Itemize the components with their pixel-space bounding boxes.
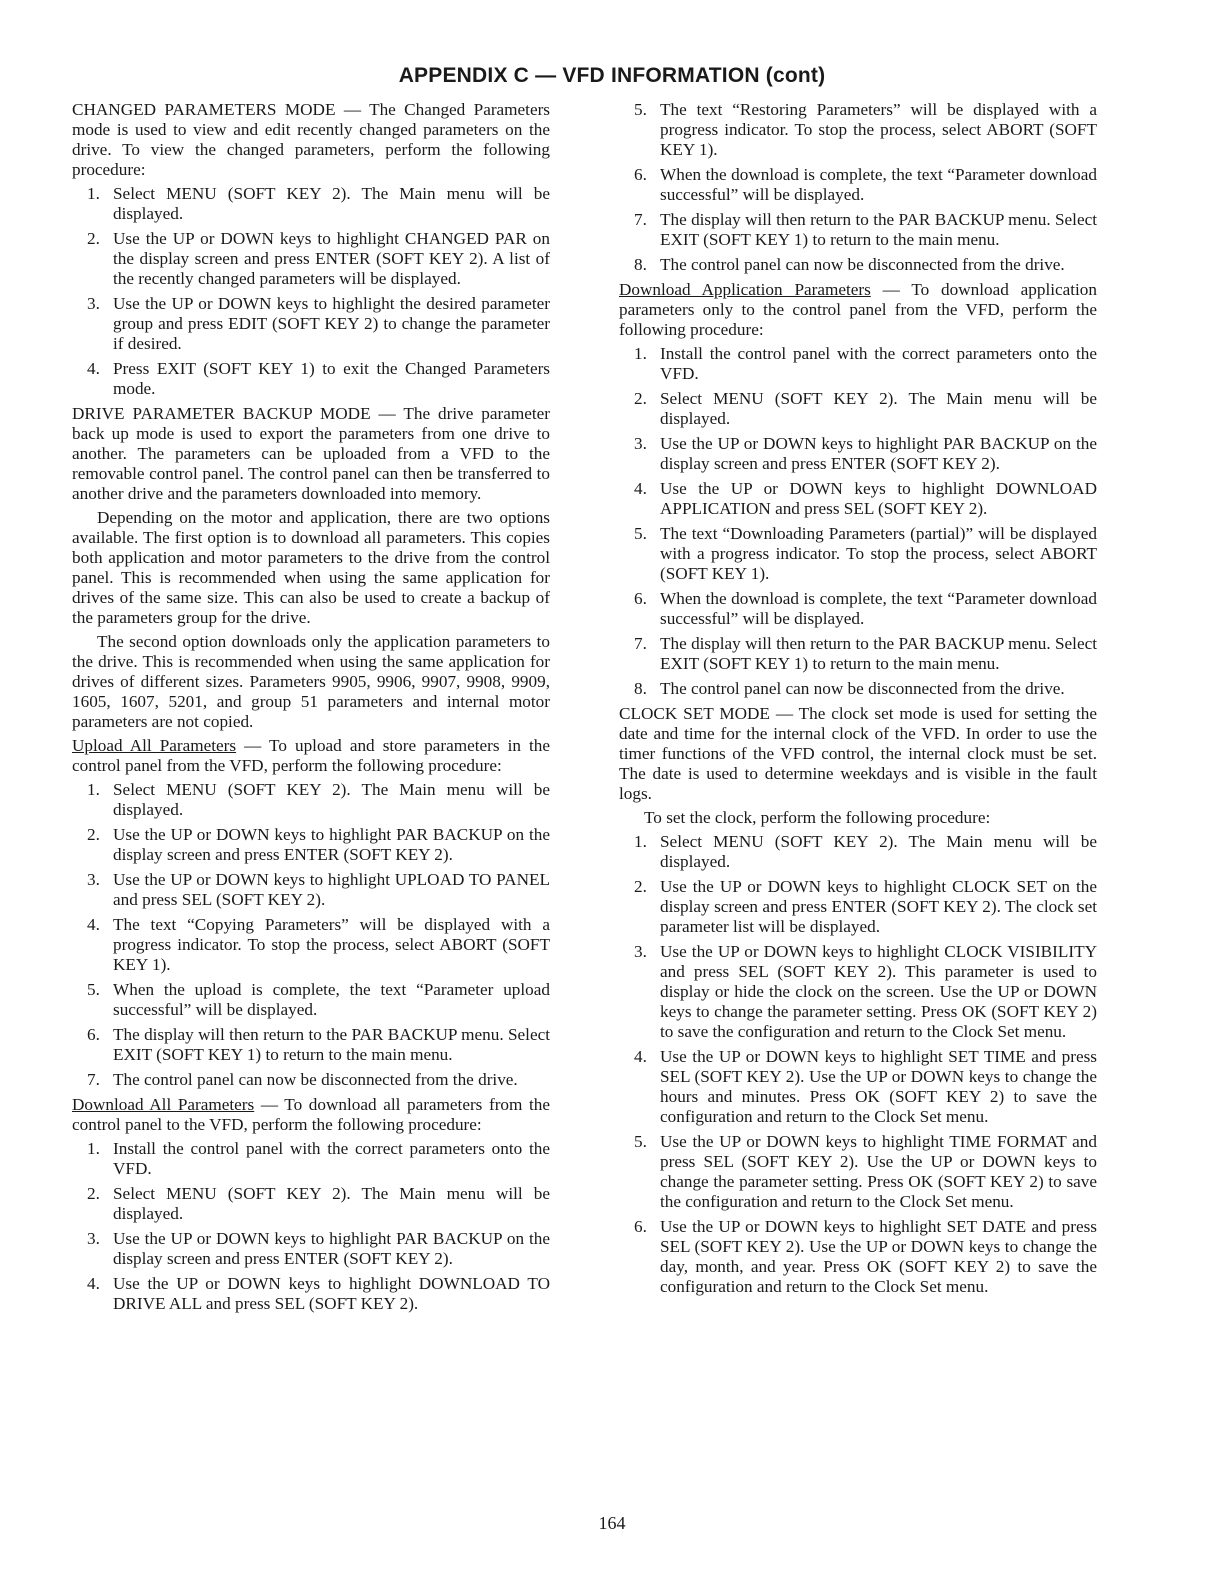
list-item: 2. Select MENU (SOFT KEY 2). The Main menu will be displayed. (634, 389, 1097, 428)
list-item: 3. Use the UP or DOWN keys to highlight CLOCK VISIBILITY and press SEL (SOFT KEY 2). This parameter is used to display or hide the clock on the screen. Use the UP or DOWN keys to change the parameter setting. Press OK (SOFT KEY 2) to save the configuration and return to the Clock Set menu. (634, 942, 1097, 1041)
backup-second-option-paragraph: The second option downloads only the application parameters to the drive. This is recommended when using the same application for drives of different sizes. Parameters 9905, 9906, 9907, 9908, 9909, 1605, 1607, 5201, and group 51 parameters and internal motor parameters are not copied. (72, 632, 550, 731)
list-item: 8. The control panel can now be disconnected from the drive. (634, 255, 1065, 274)
download-all-steps-continued (619, 100, 1097, 275)
list-item: 2. Use the UP or DOWN keys to highlight CLOCK SET on the display screen and press ENTER (SOFT KEY 2). The clock set parameter list will be displayed. (634, 877, 1097, 936)
list-item: 6. Use the UP or DOWN keys to highlight SET DATE and press SEL (SOFT KEY 2). Use the UP or DOWN keys to change the day, month, and year. Press OK (SOFT KEY 2) to save the configuration and return to the Clock Set menu. (634, 1217, 1097, 1296)
subsection-heading: Download All Parameters (72, 1095, 255, 1114)
list-item: 1. Select MENU (SOFT KEY 2). The Main menu will be displayed. (634, 832, 1097, 871)
list-item: 5. The text “Restoring Parameters” will be displayed with a progress indicator. To stop the process, select ABORT (SOFT KEY 1). (634, 100, 1097, 159)
list-item: 4. Press EXIT (SOFT KEY 1) to exit the Changed Parameters mode. (87, 359, 550, 398)
list-item: 3. Use the UP or DOWN keys to highlight PAR BACKUP on the display screen and press ENTER (SOFT KEY 2). (634, 434, 1097, 473)
list-item: 5. When the upload is complete, the text “Parameter upload successful” will be displayed. (87, 980, 550, 1019)
subsection-heading: Download Application Parameters (619, 280, 871, 299)
clock-set-intro: CLOCK SET MODE — The clock set mode is used for setting the date and time for the internal clock of the VFD. In order to use the timer functions of the VFD control, the internal clock must be set. The date is used to determine weekdays and is visible in the fault logs. (619, 704, 1097, 803)
list-item: 1. Install the control panel with the correct parameters onto the VFD. (634, 344, 1097, 383)
list-item: 2. Use the UP or DOWN keys to highlight CHANGED PAR on the display screen and press ENTER (SOFT KEY 2). A list of the recently changed parameters will be displayed. (87, 229, 550, 288)
right-column (619, 100, 1097, 1302)
list-item: 2. Select MENU (SOFT KEY 2). The Main menu will be displayed. (87, 1184, 550, 1223)
list-item: 4. Use the UP or DOWN keys to highlight SET TIME and press SEL (SOFT KEY 2). Use the UP or DOWN keys to change the hours and minutes. Press OK (SOFT KEY 2) to save the configuration and return to the Clock Set menu. (634, 1047, 1097, 1126)
list-item: 4. Use the UP or DOWN keys to highlight DOWNLOAD APPLICATION and press SEL (SOFT KEY 2). (634, 479, 1097, 518)
changed-params-intro: CHANGED PARAMETERS MODE — The Changed Parameters mode is used to view and edit recently changed parameters on the drive. To view the changed parameters, perform the following procedure: (72, 100, 550, 179)
page-title: APPENDIX C — VFD INFORMATION (cont) (398, 64, 826, 87)
upload-all-intro: Upload All Parameters — To upload and store parameters in the control panel from the VFD, perform the following procedure: (72, 736, 551, 775)
list-item: 7. The display will then return to the PAR BACKUP menu. Select EXIT (SOFT KEY 1) to return to the main menu. (634, 210, 1097, 249)
list-item: 1. Select MENU (SOFT KEY 2). The Main menu will be displayed. (87, 184, 550, 223)
list-item: 7. The control panel can now be disconnected from the drive. (87, 1070, 518, 1089)
list-item: 1. Install the control panel with the correct parameters onto the VFD. (87, 1139, 550, 1178)
list-item: 6. When the download is complete, the text “Parameter download successful” will be displayed. (634, 589, 1097, 628)
list-item: 8. The control panel can now be disconnected from the drive. (634, 679, 1065, 698)
clock-set-lead: To set the clock, perform the following procedure: (644, 808, 991, 827)
list-item: 2. Use the UP or DOWN keys to highlight PAR BACKUP on the display screen and press ENTER (SOFT KEY 2). (87, 825, 550, 864)
section-heading: CHANGED PARAMETERS MODE (72, 100, 336, 119)
list-item: 6. When the download is complete, the text “Parameter download successful” will be displayed. (634, 165, 1097, 204)
section-heading: DRIVE PARAMETER BACKUP MODE (72, 404, 371, 423)
list-item: 4. Use the UP or DOWN keys to highlight DOWNLOAD TO DRIVE ALL and press SEL (SOFT KEY 2). (87, 1274, 550, 1313)
backup-mode-intro: DRIVE PARAMETER BACKUP MODE — The drive parameter back up mode is used to export the parameters from one drive to another. The parameters can be uploaded from a VFD to the removable control panel. The control panel can then be transferred to another drive and the parameters downloaded into memory. (72, 404, 550, 503)
list-item: 6. The display will then return to the PAR BACKUP menu. Select EXIT (SOFT KEY 1) to return to the main menu. (87, 1025, 550, 1064)
list-item: 4. The text “Copying Parameters” will be displayed with a progress indicator. To stop the process, select ABORT (SOFT KEY 1). (87, 915, 550, 974)
list-item: 3. Use the UP or DOWN keys to highlight the desired parameter group and press EDIT (SOFT KEY 2) to change the parameter if desired. (87, 294, 550, 353)
download-all-intro: Download All Parameters — To download all parameters from the control panel to the VFD, perform the following procedure: (72, 1095, 550, 1134)
download-app-steps (619, 344, 1097, 699)
list-item: 5. The text “Downloading Parameters (partial)” will be displayed with a progress indicator. To stop the process, select ABORT (SOFT KEY 1). (634, 524, 1097, 583)
backup-options-paragraph: Depending on the motor and application, there are two options available. The first option is to download all parameters. This copies both application and motor parameters to the drive from the control panel. This is recommended when using the same application for drives of the same size. This can also be used to create a backup of the parameters group for the drive. (72, 508, 550, 627)
download-app-intro: Download Application Parameters — To download application parameters only to the control panel from the VFD, perform the following procedure: (619, 280, 1097, 339)
left-column (72, 100, 550, 1319)
section-heading: CLOCK SET MODE (619, 704, 770, 723)
subsection-heading: Upload All Parameters (72, 736, 237, 755)
upload-all-steps (72, 780, 550, 1090)
list-item: 3. Use the UP or DOWN keys to highlight UPLOAD TO PANEL and press SEL (SOFT KEY 2). (87, 870, 550, 909)
download-all-steps (72, 1139, 550, 1314)
clock-set-steps (619, 832, 1097, 1297)
list-item: 5. Use the UP or DOWN keys to highlight TIME FORMAT and press SEL (SOFT KEY 2). Use the UP or DOWN keys to change the parameter setting. Press OK (SOFT KEY 2) to save the configuration and return to the Clock Set menu. (634, 1132, 1097, 1211)
page-number: 164 (598, 1513, 626, 1533)
list-item: 1. Select MENU (SOFT KEY 2). The Main menu will be displayed. (87, 780, 550, 819)
list-item: 7. The display will then return to the PAR BACKUP menu. Select EXIT (SOFT KEY 1) to return to the main menu. (634, 634, 1097, 673)
changed-params-steps (72, 184, 550, 399)
list-item: 3. Use the UP or DOWN keys to highlight PAR BACKUP on the display screen and press ENTER (SOFT KEY 2). (87, 1229, 550, 1268)
